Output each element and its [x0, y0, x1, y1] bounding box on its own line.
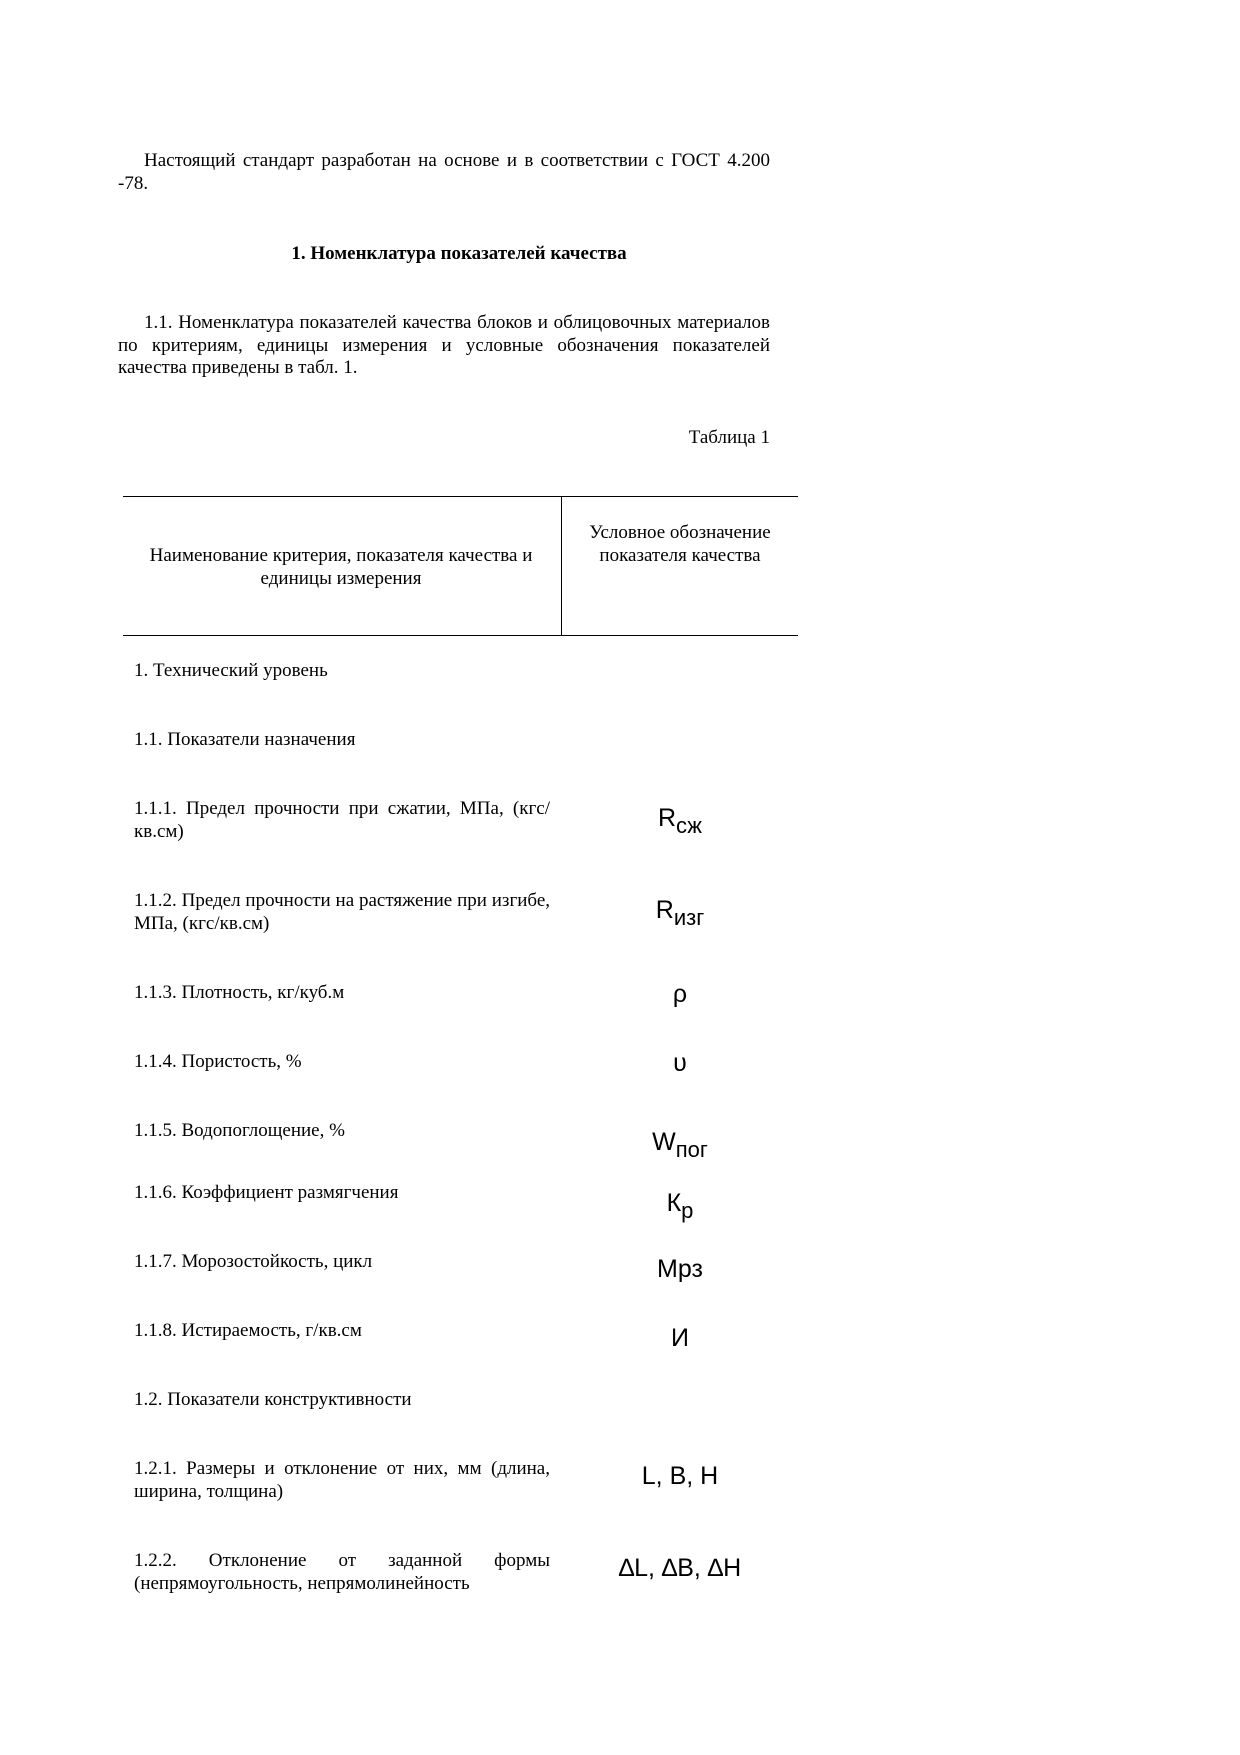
symbol-main: υ [673, 1049, 687, 1077]
section-title: 1. Номенклатура показателей качества [291, 243, 627, 264]
quality-symbol [580, 1128, 780, 1162]
quality-symbol [580, 896, 780, 930]
quality-symbol [580, 804, 780, 838]
symbol-main: ∆L, ∆B, ∆H [618, 1554, 742, 1582]
quality-symbol [580, 1554, 780, 1582]
row-label: 1.1.1. Предел прочности при сжатии, МПа, (кгс/кв.см) [134, 798, 550, 842]
quality-symbol [580, 1324, 780, 1352]
symbol-main: R [657, 804, 677, 832]
row-label: 1.1. Показатели назначения [134, 729, 356, 750]
row-label: 1.1.8. Истираемость, г/кв.см [134, 1320, 362, 1341]
row-label: 1. Технический уровень [134, 660, 328, 681]
row-label: 1.1.5. Водопоглощение, % [134, 1120, 345, 1141]
symbol-subscript: р [681, 1198, 694, 1223]
quality-symbol [580, 980, 780, 1008]
symbol-main: Мрз [657, 1255, 703, 1283]
row-label: 1.1.3. Плотность, кг/куб.м [134, 982, 345, 1003]
row-label: 1.2.1. Размеры и отклонение от них, мм (длина, ширина, толщина) [134, 1458, 550, 1502]
table-top-rule [123, 496, 798, 497]
section-paragraph: 1.1. Номенклатура показателей качества блоков и облицовочных материалов по критериям, единицы измерения и условные обозначения показателей качества приведены в табл. 1. [118, 312, 770, 378]
intro-paragraph: Настоящий стандарт разработан на основе и в соответствии с ГОСТ 4.200 -78. [118, 150, 770, 194]
symbol-main: W [652, 1128, 676, 1156]
row-label: 1.1.6. Коэффициент размягчения [134, 1182, 399, 1203]
quality-symbol [580, 1189, 780, 1223]
row-label: 1.1.4. Пористость, % [134, 1051, 302, 1072]
symbol-main: ρ [672, 980, 688, 1008]
column-header-criterion: Наименование критерия, показателя качества и единицы измерения [149, 545, 533, 589]
column-header-symbol: Условное обозначение показателя качества [589, 522, 771, 566]
row-label: 1.1.2. Предел прочности на растяжение при изгибе, МПа, (кгс/кв.см) [134, 890, 550, 934]
row-label: 1.1.7. Морозостойкость, цикл [134, 1251, 373, 1272]
symbol-main: L, B, H [641, 1462, 719, 1490]
table-header-rule [123, 635, 798, 636]
symbol-main: R [655, 896, 674, 924]
symbol-main: И [671, 1324, 689, 1352]
symbol-subscript: сж [676, 813, 703, 838]
quality-symbol [580, 1049, 780, 1077]
row-label: 1.2.2. Отклонение от заданной формы (непрямоугольность, непрямолинейность [134, 1550, 550, 1594]
table-column-divider [561, 496, 562, 636]
symbol-subscript: пог [675, 1137, 708, 1162]
quality-symbol [580, 1462, 780, 1490]
symbol-subscript: изг [673, 905, 705, 930]
row-label: 1.2. Показатели конструктивности [134, 1389, 412, 1410]
table-caption: Таблица 1 [688, 427, 770, 448]
symbol-main: К [666, 1189, 682, 1217]
quality-symbol [580, 1255, 780, 1283]
